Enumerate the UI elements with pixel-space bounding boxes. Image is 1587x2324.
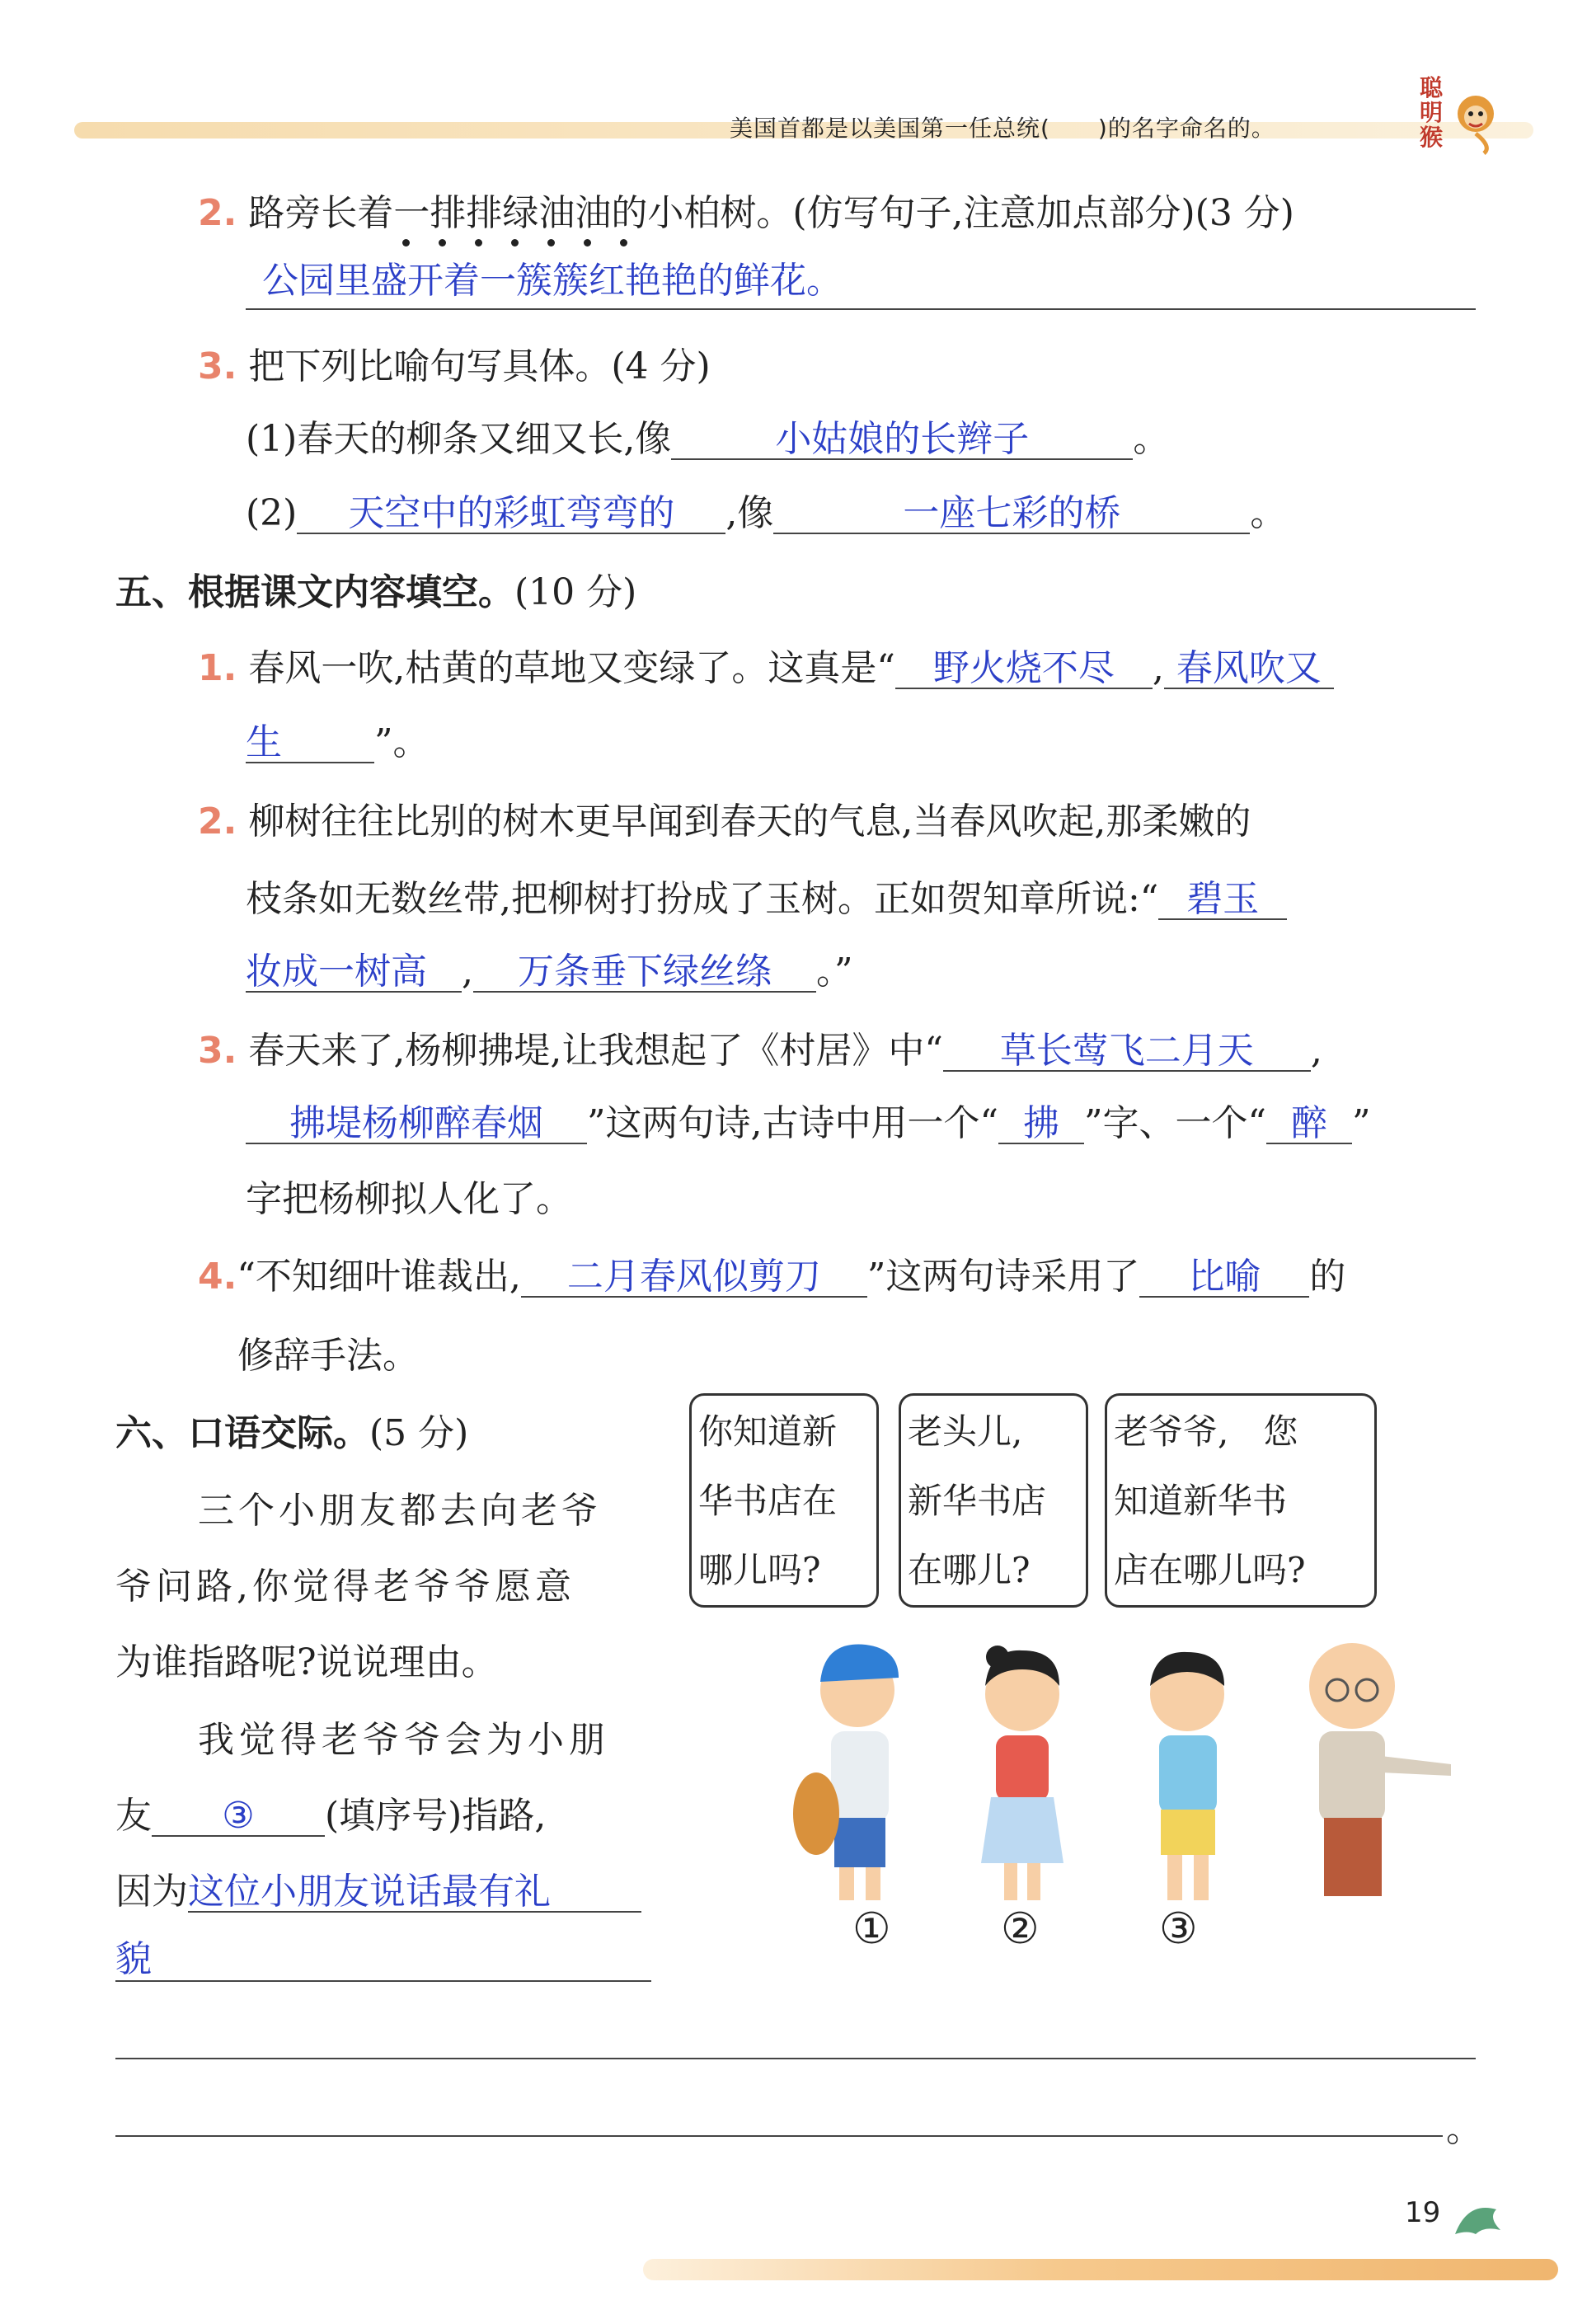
q2-text: 路旁长着一排排绿油油的小柏树。(仿写句子,注意加点部分)(3 分) [248,192,1294,234]
q3-part1 [246,409,1169,462]
s5-item1-answer2: 春风吹又 [1164,650,1334,689]
s6-reason-cont: 貌 [115,1938,152,1980]
child-label-1: ① [852,1904,891,1954]
dolphin-icon [1451,2193,1509,2251]
s6-answer-prefix: 友 [115,1795,152,1837]
q3-part2 [246,483,1286,536]
s5-item3-mid3: ” [1351,1102,1371,1144]
bubble1-line2: 华书店在 [698,1481,838,1521]
bubble2-line3: 在哪儿? [908,1550,1031,1590]
grandpa-figure [1309,1643,1451,1896]
emphasis-dot [475,239,482,246]
s5-item3-line2 [246,1093,1370,1146]
q3-part2-prefix: (2) [246,492,298,534]
bubble1-line3: 哪儿吗? [698,1550,821,1590]
child-label-3: ③ [1159,1904,1198,1954]
s6-answer-line1: 我觉得老爷爷会为小朋 [198,1719,610,1761]
s6-line-a [115,1980,651,1982]
bubble3-line2: 知道新华书 [1114,1481,1288,1521]
s5-item2-answer2: 妆成一树高 [246,953,462,993]
s6-desc2: 爷问路,你觉得老爷爷愿意 [115,1566,575,1608]
logo: 聪明猴 [1420,74,1444,151]
s5-item4-line1 [198,1247,1345,1299]
section6-points: (5 分) [369,1412,469,1454]
s6-reason: 这位小朋友说话最有礼 [188,1873,641,1913]
s5-item3-comma: , [1310,1030,1322,1072]
s5-item3-number: 3. [198,1030,237,1072]
s6-answer-line2 [115,1786,546,1838]
s5-item1-end: ”。 [374,721,430,763]
s5-item4-mid: ”这两句诗采用了 [866,1256,1140,1298]
s6-end-mark: 。 [1446,2108,1482,2150]
s6-desc3: 为谁指路呢?说说理由。 [115,1641,498,1683]
bubble2-line2: 新华书店 [908,1481,1047,1521]
s5-item3-answer2: 拂堤杨柳醉春烟 [246,1105,587,1144]
s5-item3-line1 [198,1021,1322,1073]
s5-item1-number: 1. [198,647,237,689]
s5-item2-text1: 柳树往往比别的树木更早闻到春天的气息,当春风吹起,那柔嫩的 [248,800,1251,843]
section5-title [115,562,636,615]
children-and-grandpa-illustration [775,1599,1484,1929]
child-3-figure [1150,1652,1224,1900]
s6-line-b [115,2058,1476,2059]
s5-item3-mid2: ”字、一个“ [1083,1102,1266,1144]
emphasis-dot [402,239,410,246]
bubble2-line1: 老头儿, [908,1411,1023,1452]
s5-item3-text1: 春天来了,杨柳拂堤,让我想起了《村居》中“ [248,1030,943,1072]
q3-part2-answer-b: 一座七彩的桥 [773,495,1250,534]
child-2-figure [981,1646,1063,1900]
q3-part1-prefix: (1)春天的柳条又细又长,像 [246,418,672,460]
s5-item2-text2: 枝条如无数丝带,把柳树打扮成了玉树。正如贺知章所说:“ [246,878,1159,920]
q3-text: 把下列比喻句写具体。(4 分) [248,345,711,387]
monkey-icon [1451,89,1500,155]
s5-item1-line1 [198,638,1334,691]
s5-item4-end: 的 [1309,1256,1346,1298]
s5-item1-answer3: 生 [246,724,374,763]
section6-heading: 六、口语交际。 [115,1412,369,1454]
speech-bubble-2 [899,1393,1088,1608]
q3-part2-end: 。 [1250,492,1287,534]
q3-part2-answer-a: 天空中的彩虹弯弯的 [297,495,725,534]
s5-item2-end: 。” [816,951,853,993]
section6-title [115,1403,468,1456]
s5-item1-answer1: 野火烧不尽 [895,650,1153,689]
emphasis-dot [584,239,591,246]
s5-item2-line1 [198,791,1251,844]
s5-item2-line2 [246,869,1287,922]
s5-item2-line3 [246,941,853,994]
q3-prompt [198,336,711,389]
footer-bar [643,2259,1558,2280]
s5-item2-number: 2. [198,800,237,843]
s5-item2-answer1: 碧玉 [1158,880,1287,920]
s5-item1-comma: , [1152,647,1164,689]
q3-part1-end: 。 [1133,418,1170,460]
child-1-figure [793,1645,899,1900]
s5-item4-pre: “不知细叶谁裁出, [237,1256,521,1298]
speech-bubble-3 [1105,1393,1377,1608]
s5-item4-line2: 修辞手法。 [237,1335,419,1377]
s6-line-c [115,2135,1443,2137]
child-label-2: ② [1001,1904,1040,1954]
bubble3-line1: 老爷爷, 您 [1114,1411,1298,1452]
s5-item4-number: 4. [198,1256,237,1298]
s5-item2-comma: , [462,951,473,993]
emphasis-dot [439,239,446,246]
q2-answer: 公园里盛开着一簇簇红艳艳的鲜花。 [262,260,843,302]
emphasis-dot [620,239,627,246]
s5-item3-answer4: 醉 [1266,1105,1352,1144]
s6-because: 因为 [115,1871,188,1913]
s5-item4-answer2: 比喻 [1139,1258,1309,1298]
q3-part2-mid: ,像 [725,492,774,534]
s5-item2-answer3: 万条垂下绿丝绦 [473,953,816,993]
emphasis-dot [511,239,519,246]
s5-item1-text: 春风一吹,枯黄的草地又变绿了。这真是“ [248,647,895,689]
q2-answer-line [246,308,1476,310]
q3-number: 3. [198,345,237,387]
s5-item3-answer1: 草长莺飞二月天 [943,1032,1311,1072]
section5-heading: 五、根据课文内容填空。 [115,571,514,613]
s6-answer-choice: ③ [152,1797,325,1837]
bubble1-line1: 你知道新 [698,1411,838,1452]
q2-prompt [198,183,1294,236]
s6-desc1: 三个小朋友都去向老爷 [198,1490,602,1532]
s5-item4-answer1: 二月春风似剪刀 [521,1258,867,1298]
page-number: 19 [1405,2196,1441,2229]
section5-points: (10 分) [514,571,637,613]
s5-item1-line2 [246,712,430,765]
header-trivia: 美国首都是以美国第一任总统( )的名字命名的。 [730,115,1275,142]
emphasis-dot [547,239,555,246]
bubble3-line3: 店在哪儿吗? [1114,1550,1306,1590]
s6-answer-suffix: (填序号)指路, [325,1795,547,1837]
speech-bubble-1 [689,1393,879,1608]
s6-answer-line3 [115,1862,641,1914]
q2-number: 2. [198,192,237,234]
s5-item3-line3: 字把杨柳拟人化了。 [246,1178,572,1220]
q3-part1-answer: 小姑娘的长辫子 [671,420,1133,460]
s5-item3-mid: ”这两句诗,古诗中用一个“ [587,1102,998,1144]
s5-item3-answer3: 拂 [998,1105,1084,1144]
